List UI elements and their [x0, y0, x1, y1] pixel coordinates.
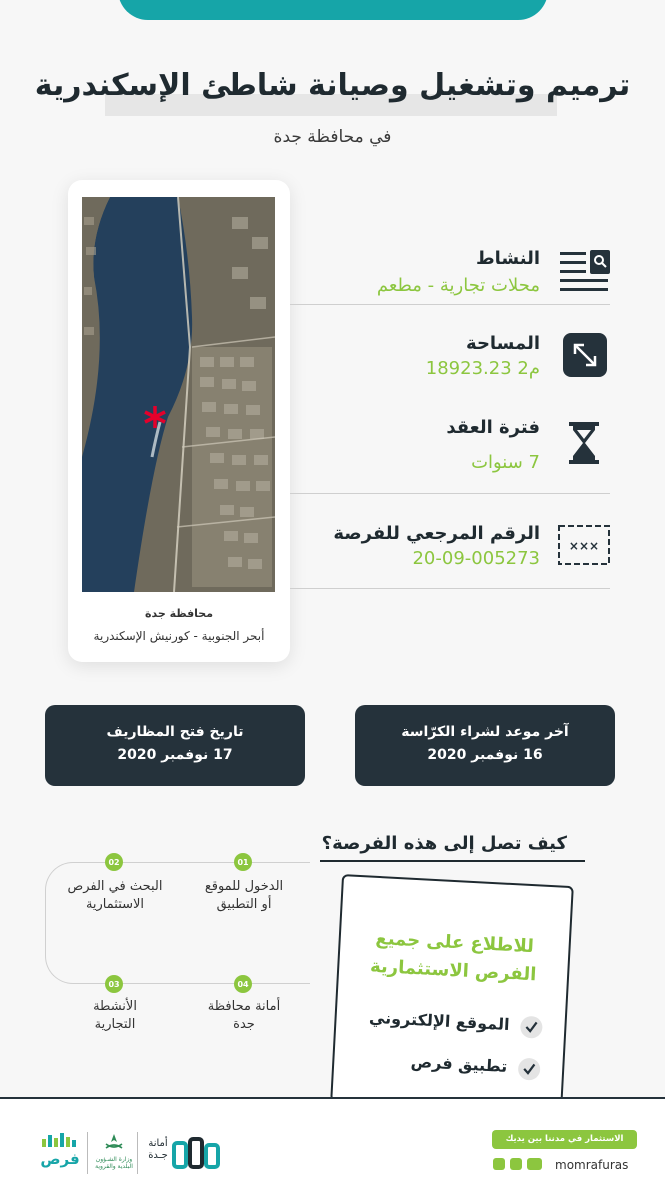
step-3-line2: التجارية — [94, 1017, 136, 1032]
amanah-line1: أمانة — [148, 1138, 168, 1149]
app-link[interactable]: تطبيق فرص — [410, 1051, 508, 1076]
area-value: 18923.23 م2 — [425, 358, 540, 379]
step-2-line2: الاستثمارية — [85, 897, 145, 912]
divider — [290, 493, 610, 494]
step-2 — [56, 878, 174, 914]
page-title: ترميم وتشغيل وصيانة شاطئ الإسكندرية — [34, 68, 631, 103]
step-number: 02 — [105, 853, 123, 871]
slogan-badge: الاستثمار في مدننا بين يديك — [492, 1130, 637, 1149]
activity-label: النشاط — [475, 248, 540, 269]
check-icon — [518, 1058, 541, 1081]
step-number: 01 — [234, 853, 252, 871]
map-caption-location: أبحر الجنوبية - كورنيش الإسكندرية — [93, 629, 265, 643]
activity-value: محلات تجارية - مطعم — [376, 275, 540, 296]
logo-divider — [137, 1132, 138, 1174]
instagram-icon[interactable] — [493, 1158, 505, 1170]
envelopes-opening-label: تاريخ فتح المظاريف — [106, 724, 244, 740]
contract-period-label: فترة العقد — [446, 417, 540, 438]
furas-logo — [38, 1132, 82, 1172]
document-search-icon — [560, 250, 610, 298]
ministry-logo — [92, 1132, 136, 1176]
area-label: المساحة — [466, 333, 540, 354]
jeddah-logo — [172, 1135, 220, 1173]
svg-text:×××: ××× — [568, 539, 600, 553]
panel-heading-line1: للاطلاع على جميع — [375, 927, 535, 958]
ministry-line2: البلدية والقروية — [95, 1163, 133, 1170]
divider — [290, 588, 610, 589]
website-link[interactable]: الموقع الإلكتروني — [368, 1007, 510, 1035]
how-to-reach-title: كيف تصل إلى هذه الفرصة؟ — [321, 833, 567, 854]
step-number: 03 — [105, 975, 123, 993]
amanah-line2: جـدة — [148, 1150, 168, 1161]
ministry-emblem-icon — [103, 1132, 125, 1152]
access-panel — [330, 874, 574, 1114]
contract-period-value: 7 سنوات — [471, 452, 540, 473]
step-1-line1: الدخول للموقع — [204, 879, 284, 894]
title-underline — [320, 860, 585, 862]
reference-value: 20-09-005273 — [412, 548, 540, 569]
step-4-line1: أمانة محافظة — [207, 999, 281, 1014]
step-3 — [60, 998, 170, 1034]
youtube-icon[interactable] — [527, 1158, 542, 1170]
envelopes-opening-date: 17 نوفمبر 2020 — [117, 747, 233, 763]
expand-arrows-icon — [563, 333, 607, 381]
step-4 — [190, 998, 298, 1034]
panel-heading-line2: الفرص الاستثمارية — [369, 955, 537, 986]
envelopes-opening-card — [45, 705, 305, 786]
step-4-line2: جدة — [233, 1017, 255, 1032]
social-handle[interactable]: momrafuras — [555, 1158, 629, 1172]
reference-code-icon — [558, 525, 610, 569]
reference-label: الرقم المرجعي للفرصة — [333, 523, 540, 544]
check-icon — [520, 1016, 543, 1039]
purchase-deadline-card — [355, 705, 615, 786]
step-1 — [190, 878, 298, 914]
hourglass-icon — [569, 422, 599, 468]
divider — [290, 304, 610, 305]
map-caption-region: محافظة جدة — [144, 607, 214, 620]
amanah-text — [145, 1138, 171, 1162]
step-3-line1: الأنشطة — [93, 999, 137, 1014]
purchase-deadline-date: 16 نوفمبر 2020 — [427, 747, 543, 763]
skyline-icon — [40, 1133, 80, 1147]
twitter-icon[interactable] — [510, 1158, 522, 1170]
step-number: 04 — [234, 975, 252, 993]
top-banner — [118, 0, 548, 20]
page-subtitle: في محافظة جدة — [273, 127, 392, 147]
purchase-deadline-label: آخر موعد لشراء الكرّاسة — [401, 724, 569, 740]
step-2-line1: البحث في الفرص — [67, 879, 163, 894]
ministry-line1: وزارة الشـؤون — [95, 1156, 133, 1163]
details-list — [290, 240, 665, 600]
furas-logo-text: فرص — [40, 1150, 80, 1168]
step-1-line2: أو التطبيق — [216, 897, 272, 912]
satellite-map[interactable] — [82, 197, 275, 592]
logo-divider — [87, 1132, 88, 1174]
